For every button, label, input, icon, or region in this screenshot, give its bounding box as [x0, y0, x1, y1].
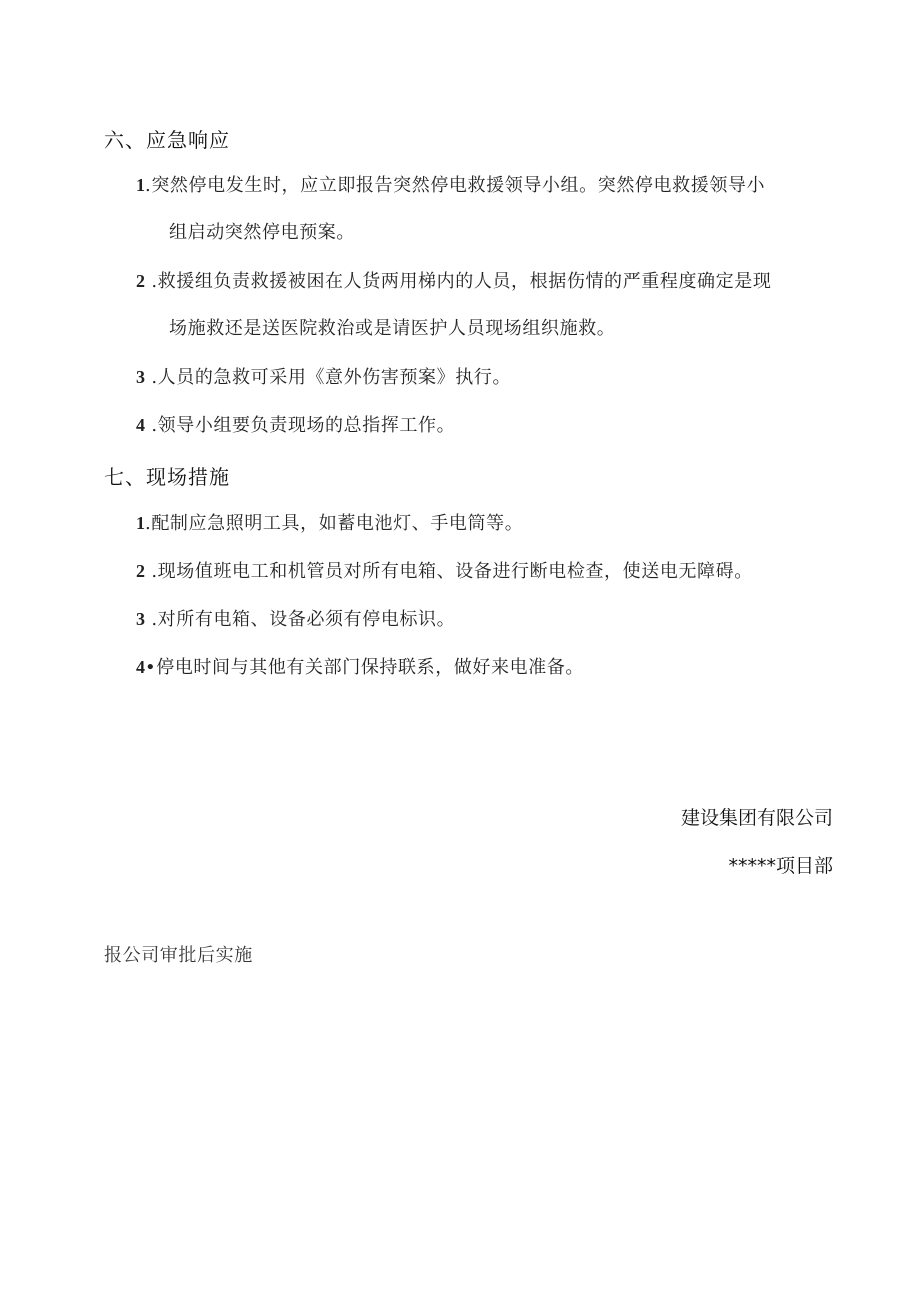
section-6-item-1 — [136, 175, 765, 196]
item-text: •停电时间与其他有关部门保持联系，做好来电准备。 — [145, 657, 585, 678]
section-6-item-1-continuation: 组启动突然停电预案。 — [169, 222, 355, 243]
item-number: 2 — [136, 561, 145, 581]
item-text: .现场值班电工和机管员对所有电箱、设备进行断电检查，使送电无障碍。 — [145, 561, 753, 582]
item-number: 1 — [136, 175, 145, 195]
section-6-item-4 — [136, 415, 455, 436]
section-7-item-1 — [136, 513, 523, 534]
item-text: .配制应急照明工具，如蓄电池灯、手电筒等。 — [145, 513, 524, 534]
section-6-item-2 — [136, 271, 771, 292]
section-6-item-3 — [136, 367, 511, 388]
section-7-item-2 — [136, 561, 753, 582]
signature-company: 建设集团有限公司 — [680, 807, 833, 829]
item-text: .救援组负责救援被困在人货两用梯内的人员，根据伤情的严重程度确定是现 — [145, 271, 772, 292]
item-number: 3 — [136, 367, 145, 387]
section-6-item-2-continuation: 场施救还是送医院救治或是请医护人员现场组织施救。 — [169, 318, 616, 339]
section-7-heading: 七、现场措施 — [104, 465, 230, 489]
signature-project: *****项目部 — [728, 855, 833, 877]
item-number: 3 — [136, 609, 145, 629]
section-6-heading: 六、应急响应 — [104, 128, 230, 152]
item-text: .突然停电发生时，应立即报告突然停电救援领导小组。突然停电救援领导小 — [145, 175, 766, 196]
item-number: 1 — [136, 513, 145, 533]
section-7-item-4 — [136, 657, 584, 678]
item-text: .对所有电箱、设备必须有停电标识。 — [145, 609, 456, 630]
item-text: .人员的急救可采用《意外伤害预案》执行。 — [145, 367, 512, 388]
approval-note: 报公司审批后实施 — [104, 945, 253, 966]
item-number: 4 — [136, 657, 145, 677]
item-number: 2 — [136, 271, 145, 291]
item-number: 4 — [136, 415, 145, 435]
section-7-item-3 — [136, 609, 455, 630]
item-text: .领导小组要负责现场的总指挥工作。 — [145, 415, 456, 436]
